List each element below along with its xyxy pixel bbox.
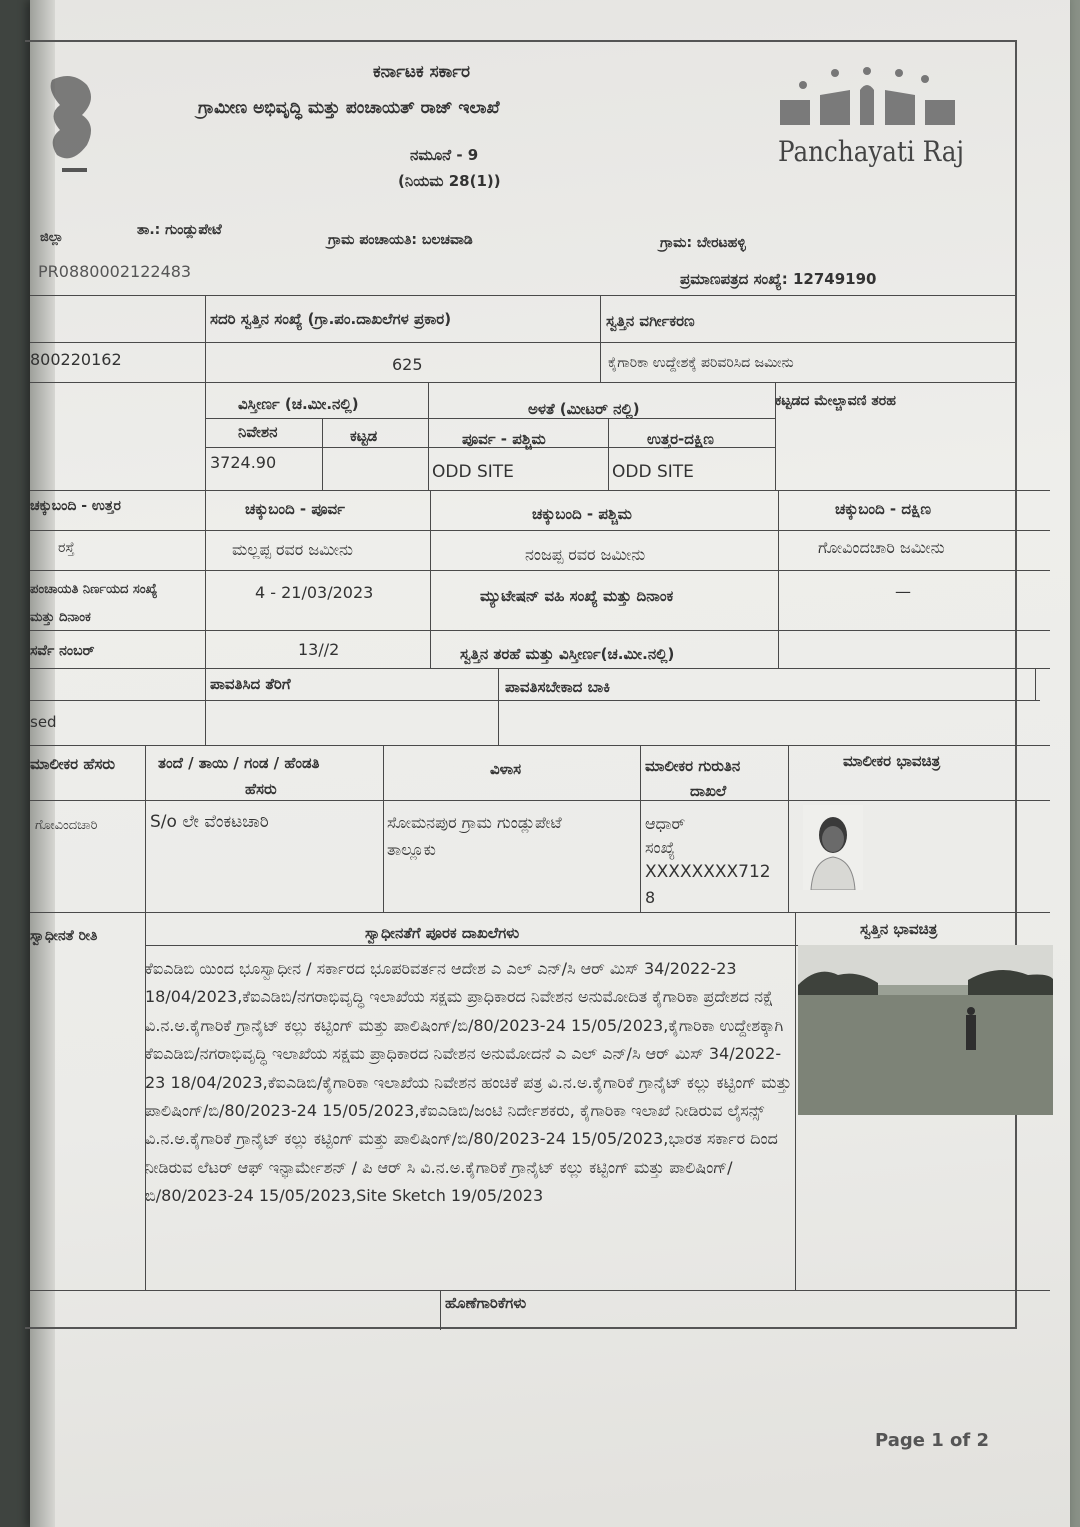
boundary-west-value: ನಂಜಪ್ಪ ರವರ ಜಮೀನು — [525, 545, 646, 564]
survey-number-value: 13//2 — [298, 640, 340, 659]
karnataka-emblem-icon — [42, 70, 102, 180]
relation-value: S/o ಲೇ ವೆಂಕಟಚಾರಿ — [150, 812, 269, 832]
district-label: ಜಿಲ್ಲಾ — [40, 230, 64, 245]
mutation-value: — — [895, 582, 911, 601]
survey-number-label: ಸರ್ವೆ ನಂಬರ್ — [30, 643, 95, 659]
gram-panchayat-field: ಗ್ರಾಮ ಪಂಚಾಯತಿ: ಬಲಚವಾಡಿ — [328, 232, 473, 248]
owner-id-label-line2: ದಾಖಲೆ — [690, 782, 727, 800]
taluk-field: ತಾ.: ಗುಂಡ್ಲುಪೇಟೆ — [137, 222, 222, 238]
owner-photo — [803, 805, 863, 890]
owner-name-label: ಮಾಲೀಕರ ಹೆಸರು — [30, 755, 116, 773]
property-photo — [798, 945, 1053, 1115]
address-line2: ತಾಲ್ಲೂಕು — [387, 840, 436, 859]
site-label: ನಿವೇಶನ — [238, 423, 278, 441]
area-label: ವಿಸ್ತೀರ್ಣ (ಚ.ಮೀ.ನಲ್ಲಿ) — [238, 395, 359, 413]
tax-paid-label: ಪಾವತಿಸಿದ ತೆರಿಗೆ — [210, 675, 291, 693]
mutation-label: ಮ್ಯುಟೇಷನ್ ವಹಿ ಸಂಖ್ಯೆ ಮತ್ತು ದಿನಾಂಕ — [480, 587, 674, 605]
address-line1: ಸೋಮನಪುರ ಗ್ರಾಮ ಗುಂಡ್ಲುಪೇಟೆ — [387, 813, 562, 832]
form-number: ನಮೂನೆ - 9 — [410, 146, 479, 164]
dept-title: ಗ್ರಾಮೀಣ ಅಭಿವೃದ್ಧಿ ಮತ್ತು ಪಂಚಾಯತ್ ರಾಜ್ ಇಲಾಖೆ — [198, 98, 500, 118]
govt-title: ಕರ್ನಾಟಕ ಸರ್ಕಾರ — [373, 62, 471, 82]
owner-id-line3: XXXXXXXX712 — [645, 862, 771, 882]
panchayati-raj-logo-text: Panchayati Raj — [778, 135, 965, 168]
north-south-label: ಉತ್ತರ-ದಕ್ಷಿಣ — [647, 430, 714, 448]
east-west-value: ODD SITE — [432, 462, 514, 482]
address-label: ವಿಳಾಸ — [490, 760, 522, 778]
page-number: Page 1 of 2 — [875, 1430, 989, 1451]
supporting-docs-label: ಸ್ವಾಧೀನತೆಗೆ ಪೂರಕ ದಾಖಲೆಗಳು — [365, 924, 520, 942]
village-field: ಗ್ರಾಮ: ಬೇರಟಹಳ್ಳಿ — [660, 235, 746, 251]
relation-label-line1: ತಂದೆ / ತಾಯಿ / ಗಂಡ / ಹೆಂಡತಿ — [158, 754, 320, 772]
acquisition-mode-label: ಸ್ವಾಧೀನತೆ ರೀತಿ — [30, 928, 98, 944]
owner-id-line4: 8 — [645, 888, 656, 907]
boundary-south-label: ಚಕ್ಕುಬಂದಿ - ದಕ್ಷಿಣ — [835, 500, 932, 518]
boundary-west-label: ಚಕ್ಕುಬಂದಿ - ಪಶ್ಚಿಮ — [532, 505, 632, 523]
property-id: 800220162 — [30, 350, 122, 369]
liabilities-label: ಹೊಣೆಗಾರಿಕೆಗಳು — [445, 1294, 527, 1312]
property-number-value: 625 — [392, 355, 423, 374]
east-west-label: ಪೂರ್ವ - ಪಶ್ಚಿಮ — [462, 430, 546, 448]
property-photo-label: ಸ್ವತ್ತಿನ ಭಾವಚಿತ್ರ — [860, 920, 938, 938]
boundary-north-value: ರಸ್ತೆ — [58, 540, 75, 556]
rule-number: (ನಿಯಮ 28(1)) — [398, 172, 501, 190]
site-area-value: 3724.90 — [210, 453, 277, 472]
resolution-label-line1: ಪಂಚಾಯತಿ ನಿರ್ಣಯದ ಸಂಖ್ಯೆ — [30, 582, 158, 597]
building-label: ಕಟ್ಟಡ — [350, 427, 378, 445]
tax-due-label: ಪಾವತಿಸಬೇಕಾದ ಬಾಕಿ — [505, 678, 611, 696]
owner-id-line2: ಸಂಖ್ಯೆ — [645, 838, 676, 857]
pr-id: PR0880002122483 — [38, 262, 192, 281]
property-number-label: ಸದರಿ ಸ್ವತ್ತಿನ ಸಂಖ್ಯೆ (ಗ್ರಾ.ಪಂ.ದಾಖಲೆಗಳ ಪ್ರಕಾರ) — [210, 310, 452, 328]
resolution-value: 4 - 21/03/2023 — [255, 583, 374, 602]
supporting-docs-text: ಕೆಐಎಡಿಬಿ ಯಿಂದ ಭೂಸ್ವಾಧೀನ / ಸರ್ಕಾರದ ಭೂಪರಿವರ್ತನ ಆದೇಶ ಎ ಎಲ್ ಎನ್/ಸಿ ಆರ್ ಮಿಸ್ 34/2022-23 18/04/2023,ಕೆಐಎಡಿಬಿ/ನಗರಾಭಿವೃದ್ಧಿ ಇಲಾಖೆಯ ಸಕ್ಷಮ ಪ್ರಾಧಿಕಾರದ ನಿವೇಶನ ಅನುಮೋದಿತ ಕೈಗಾರಿಕಾ ಪ್ರದೇಶದ ನಕ್ಷೆ ವಿ.ನ.ಅ.ಕೈಗಾರಿಕೆ ಗ್ರಾನೈಟ್ ಕಲ್ಲು ಕಟ್ಟಿಂಗ್ ಮತ್ತು ಪಾಲಿಷಿಂಗ್/ಬಿ/80/2023-24 15/05/2023,ಕೈಗಾರಿಕಾ ಉದ್ದೇಶಕ್ಕಾಗಿ ಕೆಐಎಡಿಬಿ/ನಗರಾಭಿವೃದ್ಧಿ ಇಲಾಖೆಯ ಸಕ್ಷಮ ಪ್ರಾಧಿಕಾರದ ನಿವೇಶನ ಅನುಮೋದನೆ ಎ ಎಲ್ ಎನ್/ಸಿ ಆರ್ ಮಿಸ್ 34/2022-23 18/04/2023,ಕೆಐಎಡಿಬಿ/ಕೈಗಾರಿಕಾ ಇಲಾಖೆಯ ನಿವೇಶನ ಹಂಚಿಕೆ ಪತ್ರ ವಿ.ನ.ಅ.ಕೈಗಾರಿಕೆ ಗ್ರಾನೈಟ್ ಕಲ್ಲು ಕಟ್ಟಿಂಗ್ ಮತ್ತು ಪಾಲಿಷಿಂಗ್/ಬಿ/80/2023-24 15/05/2023,ಕೆಐಎಡಿಬಿ/ಜಂಟಿ ನಿರ್ದೇಶಕರು, ಕೈಗಾರಿಕಾ ಇಲಾಖೆ ನೀಡಿರುವ ಲೈಸನ್ಸ್ ವಿ.ನ.ಅ.ಕೈಗಾರಿಕೆ ಗ್ರಾನೈಟ್ ಕಲ್ಲು ಕಟ್ಟಿಂಗ್ ಮತ್ತು ಪಾಲಿಷಿಂಗ್/ಬಿ/80/2023-24 15/05/2023,ಭಾರತ ಸರ್ಕಾರ ದಿಂದ ನೀಡಿರುವ ಲೆಟರ್ ಆಫ್ ಇನ್ಫಾರ್ಮೇಶನ್ / ಪಿ ಆರ್ ಸಿ ವಿ.ನ.ಅ.ಕೈಗಾರಿಕೆ ಗ್ರಾನೈಟ್ ಕಲ್ಲು ಕಟ್ಟಿಂಗ್ ಮತ್ತು ಪಾಲಿಷಿಂಗ್/ಬಿ/80/2023-24 15/05/2023,Site Sketch 19/05/2023 — [145, 959, 792, 1206]
owner-name-value: ಗೋವಿಂದಚಾರಿ — [35, 818, 98, 833]
relation-label-line2: ಹೆಸರು — [245, 780, 277, 798]
boundary-north-label: ಚಕ್ಕುಬಂದಿ - ಉತ್ತರ — [30, 498, 121, 514]
roof-type-label: ಕಟ್ಟಡದ ಮೇಲ್ಚಾವಣಿ ತರಹ — [775, 393, 896, 409]
property-type-area-label: ಸ್ವತ್ತಿನ ತರಹೆ ಮತ್ತು ವಿಸ್ತೀರ್ಣ(ಚ.ಮೀ.ನಲ್ಲಿ) — [460, 645, 675, 663]
owner-photo-label: ಮಾಲೀಕರ ಭಾವಚಿತ್ರ — [843, 752, 941, 770]
property-classification-label: ಸ್ವತ್ತಿನ ವರ್ಗೀಕರಣ — [606, 312, 695, 330]
boundary-south-value: ಗೋವಿಂದಚಾರಿ ಜಮೀನು — [818, 538, 945, 557]
boundary-east-value: ಮಲ್ಲಪ್ಪ ರವರ ಜಮೀನು — [232, 540, 353, 559]
owner-id-line1: ಆಧಾರ್ — [645, 814, 686, 833]
row-label-fragment: sed — [30, 713, 57, 731]
owner-id-label-line1: ಮಾಲೀಕರ ಗುರುತಿನ — [645, 757, 741, 775]
property-classification-value: ಕೈಗಾರಿಕಾ ಉದ್ದೇಶಕ್ಕೆ ಪರಿವರಿಸಿದ ಜಮೀನು — [608, 355, 794, 371]
dimensions-label: ಅಳತೆ (ಮೀಟರ್ ನಲ್ಲಿ) — [528, 400, 640, 418]
certificate-number: ಪ್ರಮಾಣಪತ್ರದ ಸಂಖ್ಯೆ: 12749190 — [680, 270, 877, 288]
north-south-value: ODD SITE — [612, 462, 694, 482]
boundary-east-label: ಚಕ್ಕುಬಂದಿ - ಪೂರ್ವ — [245, 500, 345, 518]
resolution-label-line2: ಮತ್ತು ದಿನಾಂಕ — [30, 610, 91, 625]
panchayati-raj-logo-icon — [775, 65, 960, 135]
